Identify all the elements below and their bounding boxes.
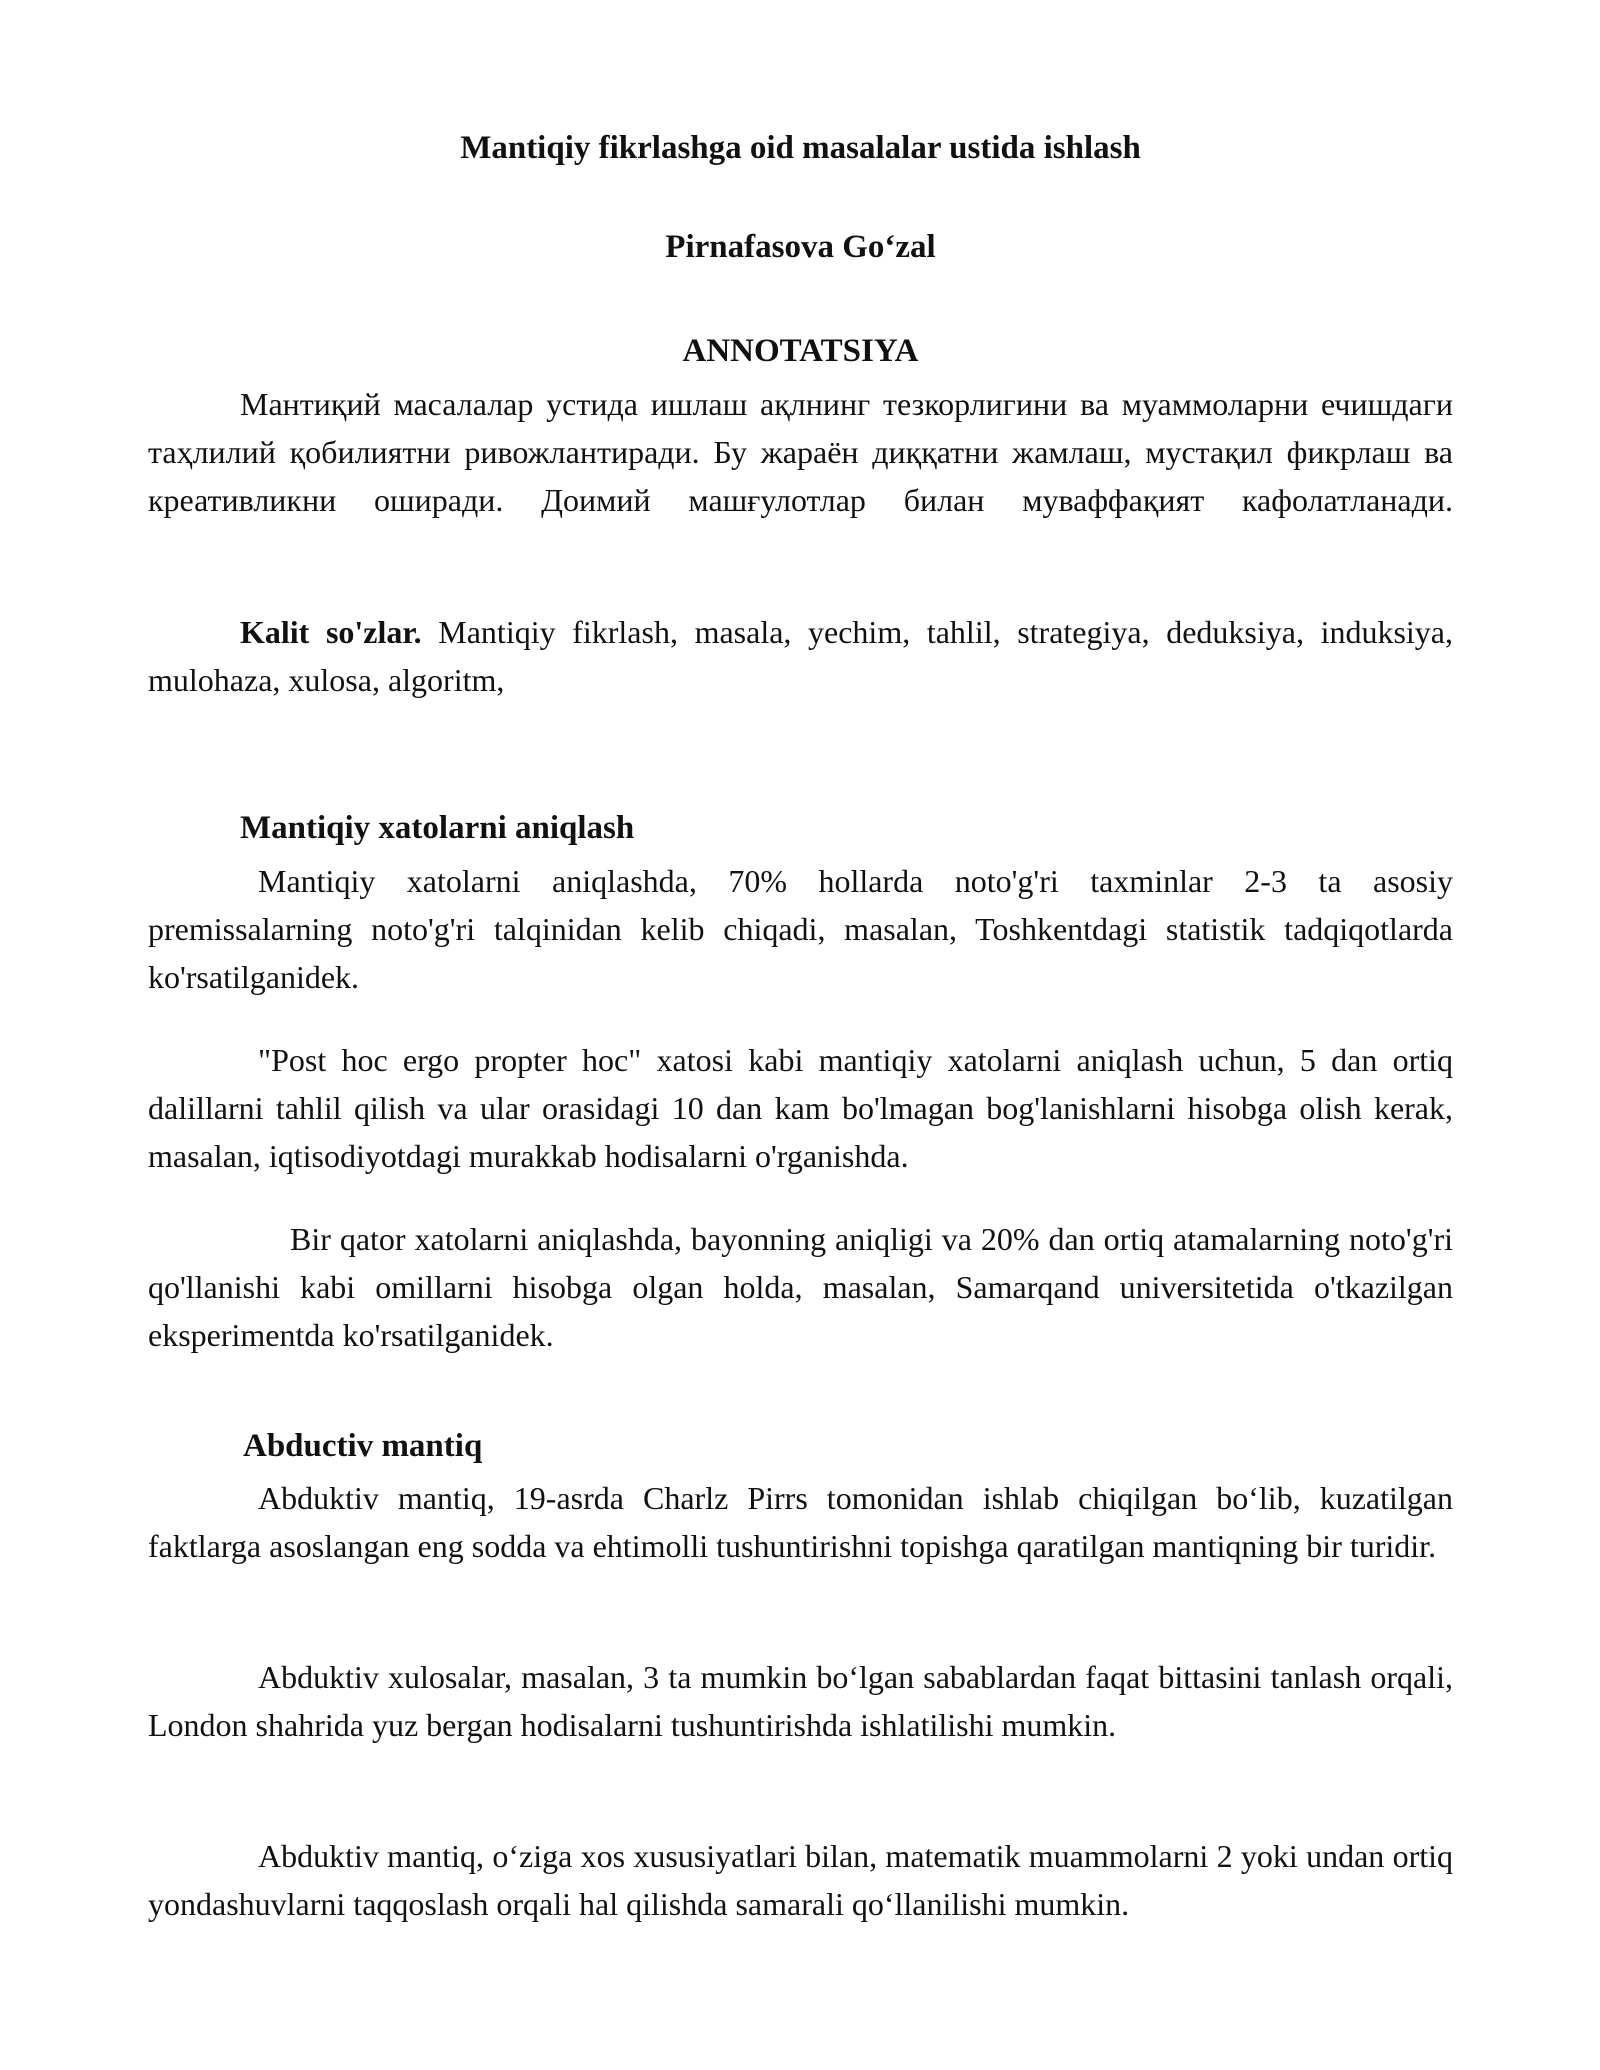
author-name: Pirnafasova Go‘zal: [665, 229, 936, 265]
section-heading-abductive-logic: Abductiv mantiq: [243, 1428, 483, 1464]
section1-paragraph-3: Bir qator xatolarni aniqlashda, bayonning aniqligi va 20% dan ortiq atamalarning noto'g'ri qo'llanishi kabi omillarni hisobga olgan holda, masalan, Samarqand universitetida o'tkazilgan eksperimentda ko'rsatilganidek.: [148, 1221, 1453, 1353]
document-title: Mantiqiy fikrlashga oid masalalar ustida ishlash: [460, 130, 1141, 166]
section1-paragraph-1: Mantiqiy xatolarni aniqlashda, 70% hollarda noto'g'ri taxminlar 2-3 ta asosiy premissalarning noto'g'ri talqinidan kelib chiqadi, masalan, Toshkentdagi statistik tadqiqotlarda ko'rsatilganidek.: [148, 863, 1453, 995]
keywords-paragraph: [148, 608, 1453, 704]
section2-paragraph-1: Abduktiv mantiq, 19-asrda Charlz Pirrs tomonidan ishlab chiqilgan bo‘lib, kuzatilgan faktlarga asoslangan eng sodda va ehtimolli tushuntirishni topishga qaratilgan mantiqning bir turidir.: [148, 1480, 1453, 1564]
section2-paragraph-3: Abduktiv mantiq, o‘ziga xos xususiyatlari bilan, matematik muammolarni 2 yoki undan ortiq yondashuvlarni taqqoslash orqali hal qilishda samarali qo‘llanilishi mumkin.: [148, 1838, 1453, 1922]
annotation-heading: ANNOTATSIYA: [682, 333, 919, 369]
section-heading-logical-errors: Mantiqiy xatolarni aniqlash: [240, 810, 635, 846]
annotation-text: Мантиқий масалалар устида ишлаш ақлнинг тезкорлигини ва муаммоларни ечишдаги таҳлилий қобилиятни ривожлантиради. Бу жараён диққатни жамлаш, мустақил фикрлаш ва креативликни оширади. Доимий машғулотлар билан муваффақият кафолатланади.: [148, 386, 1453, 518]
keywords-text: Mantiqiy fikrlash, masala, yechim, tahlil, strategiya, deduksiya, induksiya, mulohaza, xulosa, algoritm,: [148, 614, 1454, 698]
keywords-label: Kalit so'zlar.: [240, 614, 422, 650]
section1-paragraph-2: "Post hoc ergo propter hoc" xatosi kabi mantiqiy xatolarni aniqlash uchun, 5 dan ortiq dalillarni tahlil qilish va ular orasidagi 10 dan kam bo'lmagan bog'lanishlarni hisobga olish kerak, masalan, iqtisodiyotdagi murakkab hodisalarni o'rganishda.: [148, 1042, 1453, 1174]
section2-paragraph-2: Abduktiv xulosalar, masalan, 3 ta mumkin bo‘lgan sabablardan faqat bittasini tanlash orqali, London shahrida yuz bergan hodisalarni tushuntirishda ishlatilishi mumkin.: [148, 1659, 1453, 1743]
